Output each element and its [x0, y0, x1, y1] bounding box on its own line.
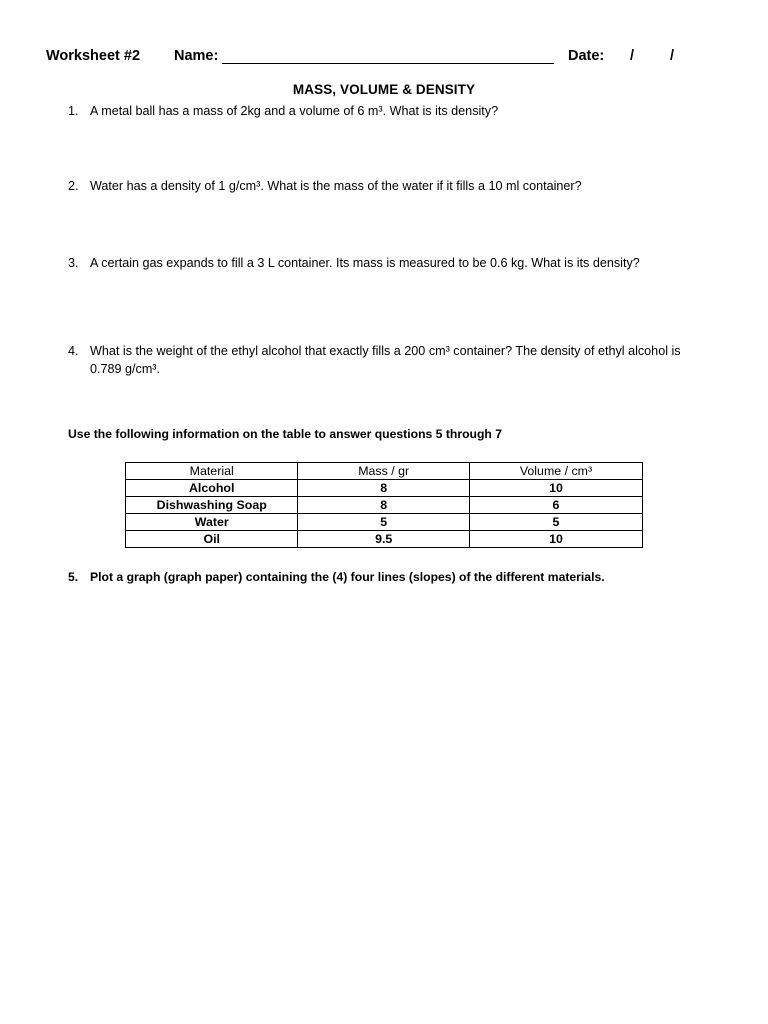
table-row	[126, 514, 643, 531]
date-slash-2: /	[670, 48, 675, 64]
question-3	[68, 254, 708, 272]
header-mass: Mass / gr	[298, 463, 470, 480]
cell-mass: 5	[298, 514, 470, 531]
question-number: 5.	[68, 570, 79, 584]
question-text: A certain gas expands to fill a 3 L container. Its mass is measured to be 0.6 kg. What is its density?	[90, 256, 640, 270]
question-5	[68, 570, 708, 584]
date-slash-1: /	[630, 48, 635, 64]
table-row	[126, 480, 643, 497]
question-text: A metal ball has a mass of 2kg and a volume of 6 m³. What is its density?	[90, 104, 499, 118]
question-number: 1.	[68, 104, 79, 118]
name-blank-line	[222, 63, 554, 64]
worksheet-title: MASS, VOLUME & DENSITY	[292, 82, 476, 97]
cell-material: Oil	[126, 531, 298, 548]
table-instruction: Use the following information on the table to answer questions 5 through 7	[68, 427, 503, 441]
worksheet-number: Worksheet #2	[46, 48, 141, 64]
question-text: Plot a graph (graph paper) containing the (4) four lines (slopes) of the different materials.	[90, 570, 605, 584]
date-label: Date:	[568, 48, 605, 64]
table-row	[126, 531, 643, 548]
question-text: Water has a density of 1 g/cm³. What is the mass of the water if it fills a 10 ml container?	[90, 179, 582, 193]
question-1	[68, 102, 708, 120]
question-number: 3.	[68, 256, 79, 270]
header-volume: Volume / cm³	[469, 463, 642, 480]
cell-volume: 5	[469, 514, 642, 531]
cell-volume: 10	[469, 531, 642, 548]
cell-material: Alcohol	[126, 480, 298, 497]
cell-mass: 9.5	[298, 531, 470, 548]
question-text: What is the weight of the ethyl alcohol that exactly fills a 200 cm³ container? The density of ethyl alcohol is 0.789 g/cm³.	[90, 344, 681, 376]
cell-material: Water	[126, 514, 298, 531]
materials-table	[125, 462, 643, 548]
question-2	[68, 177, 708, 195]
question-number: 4.	[68, 344, 79, 358]
question-number: 2.	[68, 179, 79, 193]
cell-mass: 8	[298, 497, 470, 514]
cell-material: Dishwashing Soap	[126, 497, 298, 514]
header-material: Material	[126, 463, 298, 480]
table-header-row	[126, 463, 643, 480]
cell-mass: 8	[298, 480, 470, 497]
question-4	[68, 342, 708, 378]
cell-volume: 10	[469, 480, 642, 497]
worksheet-header	[46, 48, 726, 68]
name-label: Name:	[174, 48, 219, 64]
cell-volume: 6	[469, 497, 642, 514]
table-row	[126, 497, 643, 514]
